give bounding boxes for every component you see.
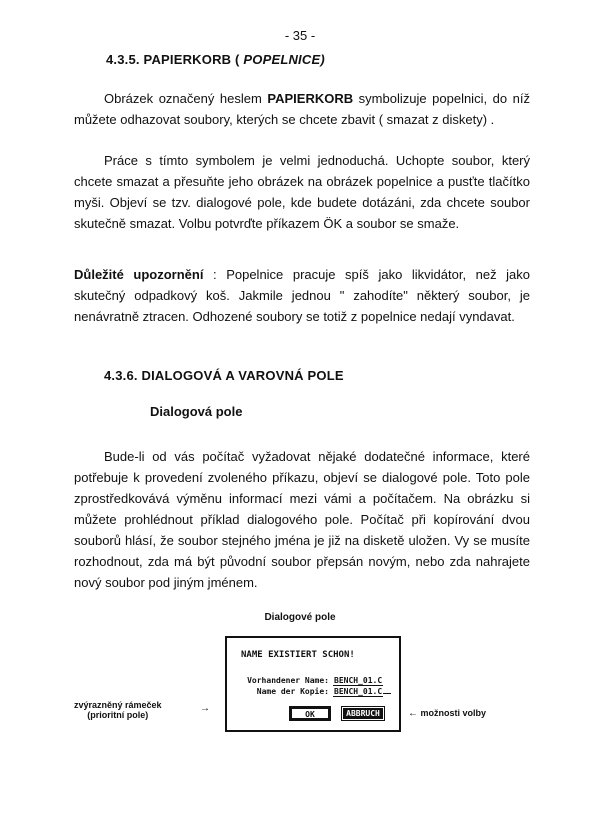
existing-name-value: BENCH_01.C <box>334 676 383 685</box>
note-text: : Popelnice pracuje spíš jako likvidátor, než jako skutečný odpadkový koš. Jakmile jednou " zahodíte" některý soubor, je nenávratně ztracen. Odhozené soubory se totiž z popelnice nedají vyndavat. <box>74 267 530 324</box>
annotation-highlighted-frame <box>74 700 162 720</box>
annotation-choice-options <box>408 708 486 719</box>
dialog-title: NAME EXISTIERT SCHON! <box>241 650 355 660</box>
arrow-left-icon: ← <box>408 708 418 719</box>
existing-name-label: Vorhandener Name: <box>247 676 329 685</box>
annotation-right-text: možnosti volby <box>420 708 487 718</box>
paragraph-important-note <box>74 264 530 327</box>
para-1-rest: symbolizuje popelnici, do níž můžete odhazovat soubory, kterých se chcete zbavit ( smazat z diskety) . <box>74 91 531 127</box>
section-heading-dialogs: 4.3.6. DIALOGOVÁ A VAROVNÁ POLE <box>104 368 344 383</box>
section-heading-papierkorb <box>106 52 325 67</box>
arrow-right-icon: → <box>200 703 210 714</box>
para-1-bold-term: PAPIERKORB <box>267 91 354 106</box>
para-1-prefix: Obrázek označený heslem <box>104 91 268 106</box>
dialog-row-existing-name <box>235 676 383 686</box>
note-bold-label: Důležité upozornění <box>74 267 204 282</box>
subheading-dialog-fields: Dialogová pole <box>150 404 243 419</box>
paragraph-papierkorb-intro <box>74 88 530 130</box>
paragraph-papierkorb-usage: Práce s tímto symbolem je velmi jednoduchá. Uchopte soubor, který chcete smazat a přesuňte jeho obrázek na obrázek popelnice a pusťte tlačítko myši. Objeví se tzv. dialogové pole, kde budete dotázáni, zda chcete soubor skutečně smazat. Volbu potvrďte příkazem ÖK a soubor se smaže. <box>74 153 530 231</box>
heading-main-text: 4.3.5. PAPIERKORB ( <box>106 52 240 67</box>
paragraph-dialog-description: Bude-li od vás počítač vyžadovat nějaké dodatečné informace, které potřebuje k provedení zvoleného příkazu, objeví se dialogové pole. Toto pole zprostředkovává výměnu informací mezi vámi a počítačem. Na obrázku si můžete prohlédnout příklad dialogového pole. Počítač při kopírování dvou souborů hlásí, že soubor stejného jména je již na disketě uložen. Vy se musíte rozhodnout, zda má být původní soubor přepsán novým, nebo zda nahrajete nový soubor pod jiným jménem. <box>74 449 530 590</box>
heading-italic-text: POPELNICE) <box>243 52 325 67</box>
ok-button: OK <box>289 706 331 721</box>
page-number: - 35 - <box>284 28 316 43</box>
dialog-box-illustration <box>225 636 401 732</box>
annotation-left-line1: zvýrazněný rámeček <box>74 700 162 710</box>
annotation-left-line2: (prioritní pole) <box>87 710 149 720</box>
cancel-button-label: ABBRUCH <box>343 708 383 719</box>
copy-name-value: BENCH_01.C <box>334 687 383 696</box>
text-cursor <box>383 693 391 694</box>
figure-caption: Dialogové pole <box>264 612 336 623</box>
dialog-row-copy-name <box>235 687 391 697</box>
copy-name-label: Name der Kopie: <box>256 687 329 696</box>
cancel-button <box>341 706 385 721</box>
